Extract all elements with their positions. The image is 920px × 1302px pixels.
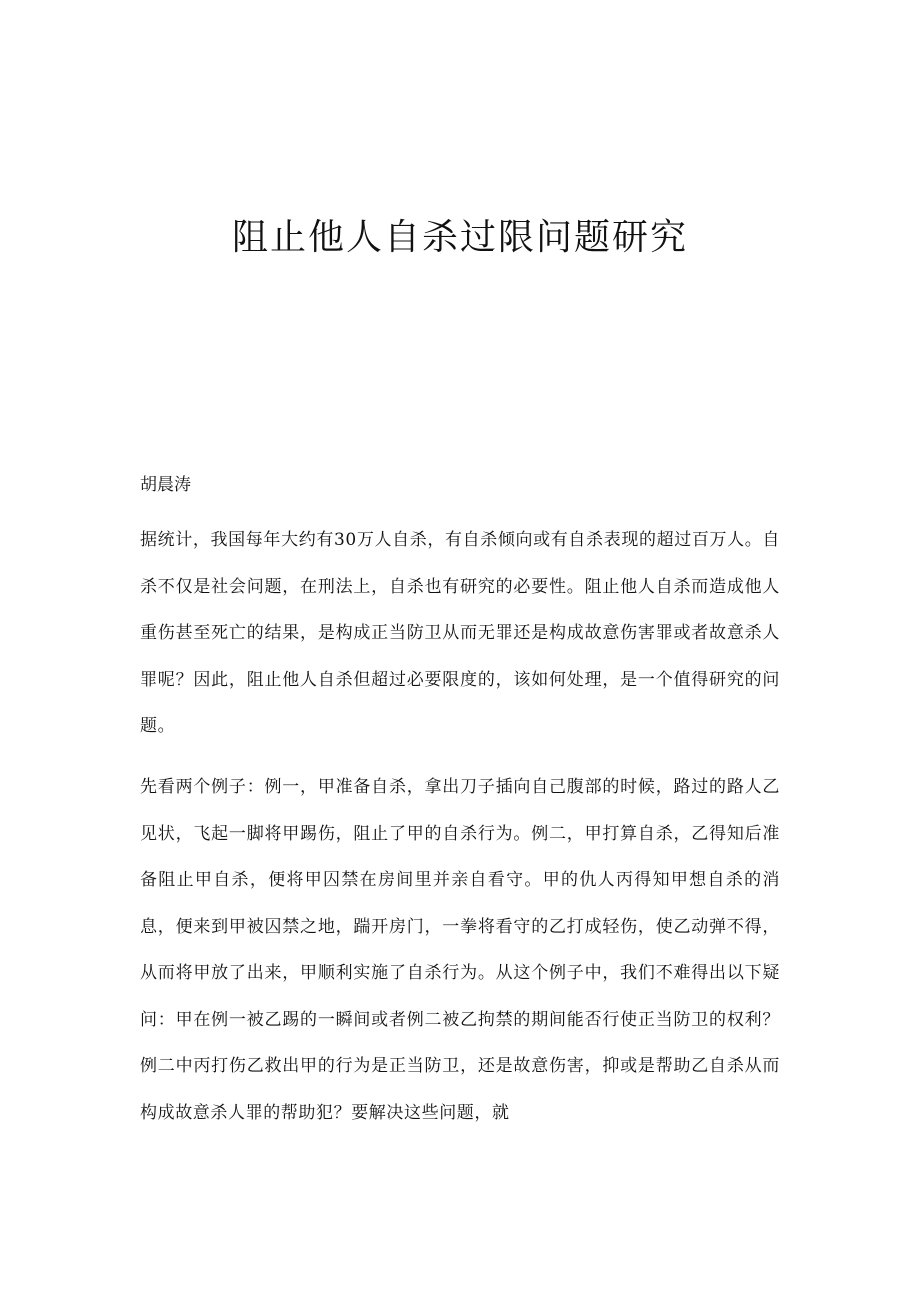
document-title: 阻止他人自杀过限问题研究 [231,217,688,258]
body-paragraph-1: 据统计，我国每年大约有30万人自杀，有自杀倾向或有自杀表现的超过百万人。自杀不仅是社会问题，在刑法上，自杀也有研究的必要性。阻止他人自杀而造成他人重伤甚至死亡的结果，是构成正当防卫从而无罪还是构成故意伤害罪或者故意杀人罪呢？因此，阻止他人自杀但超过必要限度的，该如何处理，是一个值得研究的问题。 [140,530,780,736]
body-paragraph-2: 先看两个例子：例一，甲准备自杀，拿出刀子插向自己腹部的时候，路过的路人乙见状，飞起一脚将甲踢伤，阻止了甲的自杀行为。例二，甲打算自杀，乙得知后准备阻止甲自杀，便将甲囚禁在房间里并亲自看守。甲的仇人丙得知甲想自杀的消息，便来到甲被囚禁之地，踹开房门，一拳将看守的乙打成轻伤，使乙动弹不得，从而将甲放了出来，甲顺利实施了自杀行为。从这个例子中，我们不难得出以下疑问：甲在例一被乙踢的一瞬间或者例二被乙拘禁的期间能否行使正当防卫的权利？例二中丙打伤乙救出甲的行为是正当防卫，还是故意伤害，抑或是帮助乙自杀从而构成故意杀人罪的帮助犯？要解决这些问题，就 [140,777,780,1123]
author-name: 胡晨涛 [140,475,191,495]
